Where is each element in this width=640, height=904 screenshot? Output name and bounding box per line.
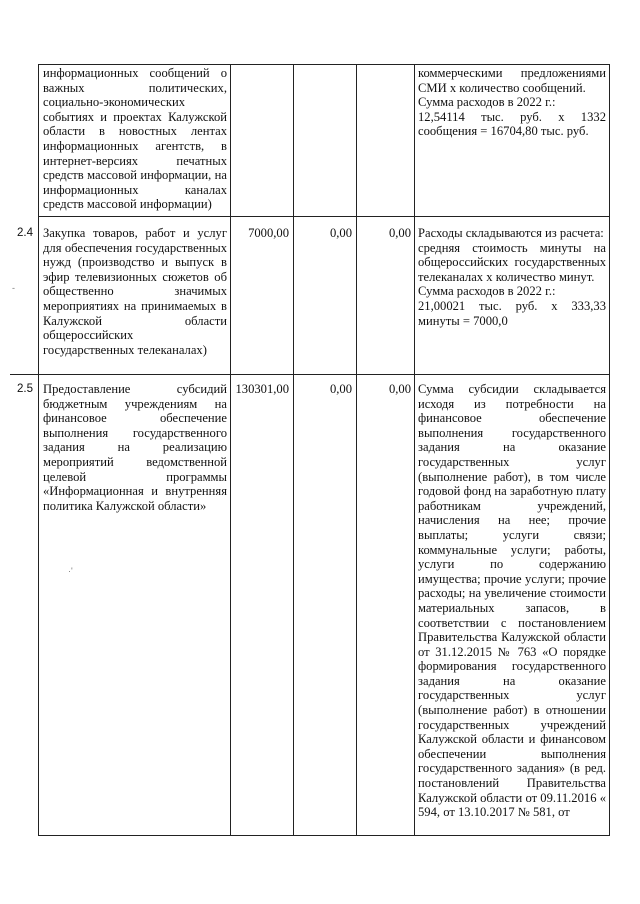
scan-mark: - (12, 283, 15, 293)
calc-line: Расходы складываются из расчета: (418, 226, 604, 240)
calc-line: Сумма расходов в 2022 г.: (418, 95, 556, 110)
row-divider (38, 216, 610, 217)
row-number: 2.5 (17, 383, 33, 395)
row-description: информационных сообщений о важных политических, социально-экономических событиях и проектах Калужской области в новостных лентах информационных агентств, в интернет-версиях печатных средств массовой информации, на информационных каналах средств массовой информации) (43, 66, 227, 212)
column-divider (230, 64, 231, 835)
table-top-border (38, 64, 610, 65)
amount-cell: 0,00 (329, 382, 352, 396)
row-description: Предоставление субсидий бюджетным учреждениям на финансовое обеспечение выполнения государственного задания на реализацию мероприятий ведомственной целевой программы «Информационная и внутренняя политика Калужской области» (43, 382, 227, 513)
row-description: Закупка товаров, работ и услуг для обеспечения государственных нужд (производство и выпуск в эфир телевизионных сюжетов об общественно значимых мероприятиях на принимаемых в Калужской области общероссийских государственных телеканалах) (43, 226, 227, 357)
row-calculation: Сумма субсидии складывается исходя из потребности на финансовое обеспечение выполнения государственного задания на оказание государственных услуг (выполнение работ), в том числе годовой фонд на заработную плату работникам учреждений, начисления на нее; прочие выплаты; услуги связи; коммунальные услуги; работы, услуги по содержанию имущества; прочие услуги; прочие расходы; на увеличение стоимости материальных запасов, в соответствии с постановлением Правительства Калужской области от 31.12.2015 № 763 «О порядке формирования государственного задания на оказание государственных услуг (выполнение работ) в отношении государственных учреждений Калужской области и финансовом обеспечении выполнения государственного задания» (в ред. постановлений Правительства Калужской области от 09.11.2016 « 594, от 13.10.2017 № 581, от (418, 382, 606, 820)
amount-cell: 0,00 (388, 226, 411, 240)
calc-line: 21,00021 тыс. руб. х 333,33 минуты = 7000,0 (418, 298, 606, 328)
row-calculation (418, 226, 606, 328)
calc-line: коммерческими предложениями СМИ х количество сообщений. (418, 66, 606, 95)
row-calculation (418, 66, 606, 139)
amount-cell: 0,00 (329, 226, 352, 240)
column-divider (414, 64, 415, 835)
row-divider (10, 374, 610, 375)
column-divider (38, 64, 39, 835)
calc-line: 12,54114 тыс. руб. х 1332 сообщения = 16704,80 тыс. руб. (418, 109, 606, 139)
scan-mark: ·' (68, 566, 73, 576)
column-divider (356, 64, 357, 835)
amount-cell: 0,00 (388, 382, 411, 396)
column-divider (609, 64, 610, 835)
column-divider (293, 64, 294, 835)
row-number: 2.4 (17, 227, 33, 239)
amount-cell: 7000,00 (248, 226, 289, 240)
amount-cell: 130301,00 (235, 382, 289, 396)
calc-line: Сумма расходов в 2022 г.: (418, 284, 556, 299)
table-bottom-border (38, 835, 610, 836)
calc-line: средняя стоимость минуты на общероссийских государственных телеканалах х количество минут. (418, 240, 606, 284)
